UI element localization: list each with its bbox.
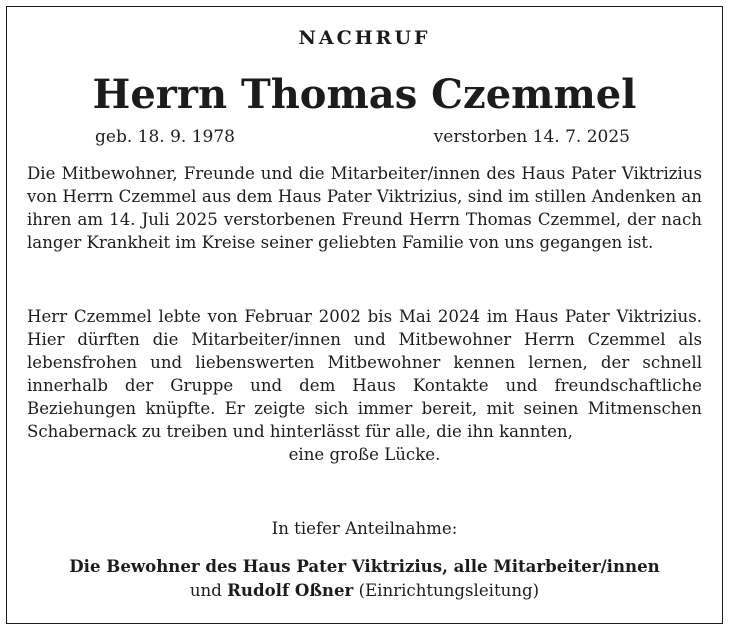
- paragraph-biography: [27, 305, 702, 466]
- death-date: verstorben 14. 7. 2025: [433, 127, 630, 147]
- birth-date: geb. 18. 9. 1978: [95, 127, 235, 147]
- closing-line: In tiefer Anteilnahme:: [271, 519, 458, 538]
- deceased-name: Herrn Thomas Czemmel: [92, 71, 637, 118]
- signature-line-2: [7, 578, 722, 603]
- obituary-notice: [6, 6, 723, 624]
- signature-und: und: [189, 581, 222, 600]
- paragraph-biography-end: eine große Lücke.: [288, 445, 441, 464]
- paragraph-announcement: Die Mitbewohner, Freunde und die Mitarbeiter/innen des Haus Pater Viktrizius von Herrn Czemmel aus dem Haus Pater Viktrizius, sind im stillen Andenken an ihren am 14. Juli 2025 verstorbenen Freund Herrn Thomas Czemmel, der nach langer Krankheit im Kreise seiner geliebten Familie von uns gegangen ist.: [27, 164, 702, 252]
- signature-name: Rudolf Oßner: [227, 580, 354, 600]
- life-dates: [7, 125, 722, 149]
- signature-block: [7, 554, 722, 603]
- signature-role: (Einrichtungsleitung): [358, 581, 540, 600]
- notice-heading: NACHRUF: [298, 27, 431, 49]
- paragraph-biography-text: Herr Czemmel lebte von Februar 2002 bis Mai 2024 im Haus Pater Viktrizius. Hier dürften die Mitarbeiter/innen und Mitbewohner Herrn Czemmel als lebensfrohen und liebenswerten Mitbewohner kennen lernen, der schnell innerhalb der Gruppe und dem Haus Kontakte und freundschaftliche Beziehungen knüpfte. Er zeigte sich immer bereit, mit seinen Mitmenschen Schabernack zu treiben und hinterlässt für alle, die ihn kannten,: [27, 307, 702, 441]
- signature-line-1: Die Bewohner des Haus Pater Viktrizius, alle Mitarbeiter/innen: [69, 556, 660, 576]
